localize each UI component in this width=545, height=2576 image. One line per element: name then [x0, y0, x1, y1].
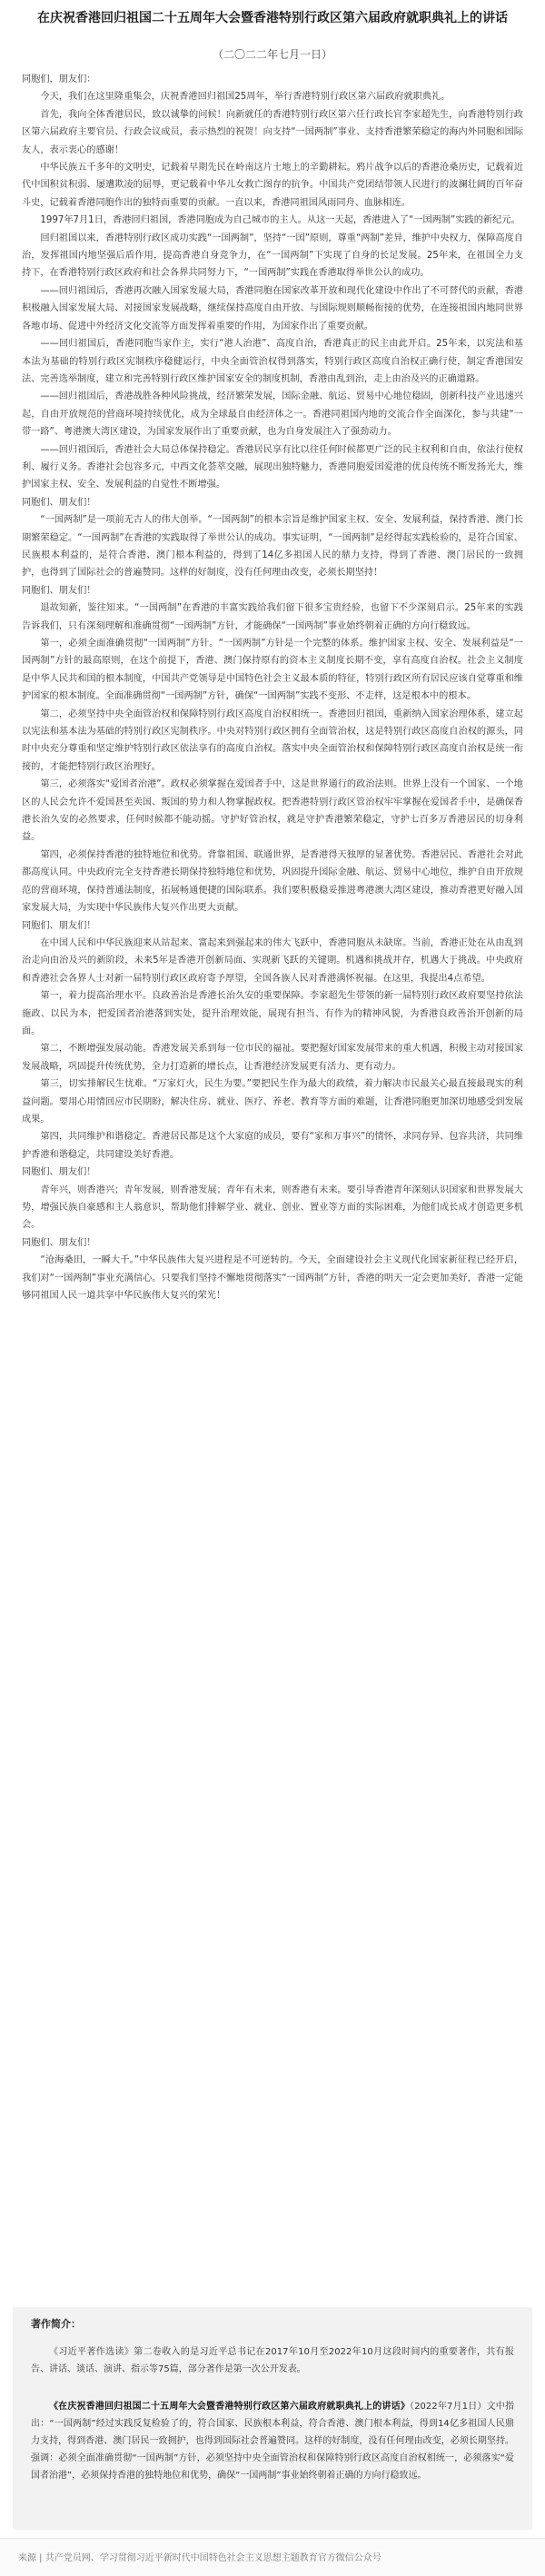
about-entry-body: （2022年7月1日）文中指出：“一国两制”经过实践反复检验了的，符合国家、民族根本利益，符合香港、澳门根本利益，得到14亿多祖国人民鼎力支持，得到香港、澳门居民一致拥护，也得到国际社会普遍赞同。这样的好制度，没有任何理由改变，必须长期坚持。强调：必须全面准确贯彻“一国两制”方针，必须坚持中央全面管治权和保障特别行政区高度自治权相统一，必须落实“爱国者治港”，必须保持香港的独特地位和优势，确保“一国两制”事业始终朝着正确的方向行稳致远。 — [31, 2402, 514, 2481]
source-footer — [0, 2538, 545, 2576]
speech-paragraph: 第四，共同维护和谐稳定。香港居民都是这个大家庭的成员，要有“家和万事兴”的情怀，求同存异、包容共济，共同维护香港和谐稳定，共同建设美好香港。 — [22, 1132, 523, 1160]
about-intro: 《习近平著作选读》第二卷收入的是习近平总书记在2017年10月至2022年10月这段时间内的重要著作，共有报告、讲话、谈话、演讲、指示等75篇，部分著作是第一次公开发表。 — [31, 2347, 514, 2374]
speech-paragraph: 中华民族五千多年的文明史，记载着早期先民在岭南这片土地上的辛勤耕耘。鸦片战争以后的香港沧桑历史，记载着近代中国积贫积弱、屡遭欺凌的屈辱，更记载着中华儿女救亡图存的抗争。中国共产党团结带领人民进行的波澜壮阔的百年奋斗史，记载着香港同胞作出的独特而重要的贡献。一直以来，香港同祖国风雨同舟、血脉相连。 — [22, 163, 523, 208]
speech-paragraph: 第一，着力提高治理水平。良政善治是香港长治久安的重要保障。李家超先生带领的新一届特别行政区政府要坚持依法施政、以民为本，把爱国者治港落到实处，提升治理效能，展现有担当、有作为的精神风貌，为香港良政善治开创新的局面。 — [22, 991, 523, 1036]
speech-paragraph: 同胞们、朋友们！ — [22, 585, 96, 596]
speech-paragraph: 青年兴，则香港兴；青年发展，则香港发展；青年有未来，则香港有未来。要引导香港青年深刻认识国家和世界发展大势，增强民族自豪感和主人翁意识，帮助他们排解学业、就业、创业、置业等方面的实际困难，为他们成长成才创造更多机会。 — [22, 1184, 523, 1231]
document-title: 在庆祝香港回归祖国二十五周年大会暨香港特别行政区第六届政府就职典礼上的讲话 — [37, 11, 508, 25]
speech-paragraph: 同胞们、朋友们！ — [22, 1237, 96, 1248]
speech-paragraph: 首先，我向全体香港居民，致以诚挚的问候！向新就任的香港特别行政区第六任行政长官李家超先生，向香港特别行政区第六届政府主要官员、行政会议成员，表示热烈的祝贺！向支持“一国两制”事业、支持香港繁荣稳定的海内外同胞和国际友人，表示衷心的感谢！ — [22, 109, 523, 155]
speech-paragraph: 同胞们、朋友们！ — [22, 920, 96, 931]
speech-paragraph: ——回归祖国后，香港社会大局总体保持稳定。香港居民享有比以往任何时候都更广泛的民主权利和自由，依法行使权利、履行义务。香港社会包容多元，中西文化荟萃交融，展现出独特魅力，香港同胞爱国爱港的优良传统不断发扬光大，维护国家主权、安全、发展利益的自觉性不断增强。 — [22, 444, 523, 490]
speech-paragraph: 第二，必须坚持中央全面管治权和保障特别行政区高度自治权相统一。香港回归祖国，重新纳入国家治理体系，建立起以宪法和基本法为基础的特别行政区宪制秩序。中央对特别行政区拥有全面管治权，这是特别行政区高度自治权的源头，同时中央充分尊重和坚定维护特别行政区依法享有的高度自治权。落实中央全面管治权和保障特别行政区高度自治权是统一衔接的，才能把特别行政区治理好。 — [22, 708, 523, 772]
speech-paragraph: “一国两制”是一项前无古人的伟大创举。“一国两制”的根本宗旨是维护国家主权、安全、发展利益，保持香港、澳门长期繁荣稳定。“一国两制”在香港的实践取得了举世公认的成功。事实证明，“一国两制”是经得起实践检验的，是符合国家、民族根本利益的，是符合香港、澳门根本利益的，得到了14亿多祖国人民的鼎力支持，得到了香港、澳门居民的一致拥护，也得到了国际社会的普遍赞同。这样的好制度，没有任何理由改变，必须长期坚持！ — [22, 515, 523, 579]
speech-paragraph: 同胞们、朋友们！ — [22, 497, 96, 508]
about-heading: 著作简介： — [31, 2318, 81, 2330]
speech-paragraph: 回归祖国以来，香港特别行政区成功实践“一国两制”，坚持“一国”原则，尊重“两制”差异，维护中央权力，保障高度自治，发挥祖国内地坚强后盾作用，提高香港自身竞争力，在“一国两制”下实现了自身的长足发展。25年来，在祖国全力支持下，在香港特别行政区政府和社会各界共同努力下，“一国两制”实践在香港取得举世公认的成功。 — [22, 233, 523, 279]
document-date: （二〇二二年七月一日） — [212, 48, 332, 61]
speech-paragraph: ——回归祖国后，香港再次融入国家发展大局，香港同胞在国家改革开放和现代化建设中作出了不可替代的贡献，香港积极融入国家发展大局、对接国家发展战略，继续保持高度自由开放、与国际规则顺畅衔接的优势，在连接祖国内地同世界各地市场、促进中外经济文化交流等方面发挥着重要的作用，为国家作出了重要贡献。 — [22, 285, 523, 332]
speech-body — [22, 71, 523, 2242]
about-entry — [31, 2398, 514, 2484]
speech-paragraph: 在中国人民和中华民族迎来从站起来、富起来到强起来的伟大飞跃中，香港同胞从未缺席。当前，香港正处在从由乱到治走向由治及兴的新阶段，未来5年是香港开创新局面、实现新飞跃的关键期。机遇和挑战并存，机遇大于挑战。中央政府和香港社会各界人士对新一届特别行政区政府寄予厚望，全国各族人民对香港满怀祝福。在这里，我提出4点希望。 — [22, 937, 523, 984]
speech-paragraph: “沧海桑田，一瞬大千。”中华民族伟大复兴进程是不可逆转的。今天，全面建设社会主义现代化国家新征程已经开启，我们对“一国两制”事业充满信心。只要我们坚持不懈地贯彻落实“一国两制”方针，香港的明天一定会更加美好，香港一定能够同祖国人民一道共享中华民族伟大复兴的荣光！ — [22, 1255, 523, 1302]
speech-paragraph: ——回归祖国后，香港同胞当家作主，实行“港人治港”、高度自治，香港真正的民主由此开启。25年来，以宪法和基本法为基础的特别行政区宪制秩序稳健运行，中央全面管治权得到落实，特别行政区高度自治权正确行使，制定香港国安法、完善选举制度，建立和完善特别行政区维护国家安全的制度机制，香港由乱到治，走上由治及兴的正确道路。 — [22, 339, 523, 384]
speech-paragraph: 第一，必须全面准确贯彻“一国两制”方针。“一国两制”方针是一个完整的体系。维护国家主权、安全、发展利益是“一国两制”方针的最高原则，在这个前提下，香港、澳门保持原有的资本主义制度长期不变，享有高度自治权。社会主义制度是中华人民共和国的根本制度，中国共产党领导是中国特色社会主义最本质的特征，特别行政区所有居民应该自觉尊重和维护国家的根本制度。全面准确贯彻“一国两制”方针，确保“一国两制”实践不变形、不走样，这是根本中的根本。 — [22, 639, 523, 702]
speech-paragraph: 今天，我们在这里隆重集会，庆祝香港回归祖国25周年，举行香港特别行政区第六届政府就职典礼。 — [40, 92, 451, 103]
speech-paragraph: 第三，切实排解民生忧难。“万家灯火，民生为要。”要把民生作为最大的政绩，着力解决市民最关心最直接最现实的利益问题。要用心用情回应市民期盼，解决住房、就业、医疗、养老、教育等方面的难题，让香港同胞更加深切地感受到发展成果。 — [22, 1079, 523, 1125]
source-text: 来源 | 共产党员网、学习贯彻习近平新时代中国特色社会主义思想主题教育官方微信公众号 — [18, 2553, 382, 2563]
speech-paragraph: 同胞们、朋友们！ — [22, 1167, 96, 1178]
speech-paragraph: 第三，必须落实“爱国者治港”。政权必须掌握在爱国者手中，这是世界通行的政治法则。世界上没有一个国家、一个地区的人民会允许不爱国甚至卖国、叛国的势力和人物掌握政权。把香港特别行政区管治权牢牢掌握在爱国者手中，是确保香港长治久安的必然要求，任何时候都不能动摇。守护好管治权，就是守护香港繁荣稳定，守护七百多万香港居民的切身利益。 — [22, 779, 523, 843]
speech-paragraph: 第二，不断增强发展动能。香港发展关系到每一位市民的福祉。要把握好国家发展带来的重大机遇，积极主动对接国家发展战略，巩固提升传统优势，全力打造新的增长点，让香港经济发展更有活力、更有动力。 — [22, 1044, 523, 1072]
speech-paragraph: ——回归祖国后，香港战胜各种风险挑战，经济繁荣发展，国际金融、航运、贸易中心地位稳固，创新科技产业迅速兴起，自由开放规范的营商环境持续优化，成为全球最自由经济体之一。香港同祖国内地的交流合作全面深化，参与共建“一带一路”、粤港澳大湾区建设，为国家发展作出了重要贡献，也为自身发展注入了强劲动力。 — [22, 391, 523, 438]
about-entry-title: 《在庆祝香港回归祖国二十五周年大会暨香港特别行政区第六届政府就职典礼上的讲话》 — [49, 2402, 411, 2412]
speech-paragraph: 退故知新，鉴往知来。“一国两制”在香港的丰富实践给我们留下很多宝贵经验，也留下不少深刻启示。25年来的实践告诉我们，只有深刻理解和准确贯彻“一国两制”方针，才能确保“一国两制”事业始终朝着正确的方向行稳致远。 — [22, 603, 523, 631]
about-panel — [13, 2307, 532, 2530]
speech-paragraph: 同胞们，朋友们： — [22, 74, 96, 84]
speech-paragraph: 1997年7月1日，香港回归祖国，香港同胞成为自己城市的主人。从这一天起，香港进入了“一国两制”实践的新纪元。 — [40, 215, 520, 226]
speech-paragraph: 第四，必须保持香港的独特地位和优势。背靠祖国、联通世界，是香港得天独厚的显著优势。香港居民、香港社会对此都高度认同。中央政府完全支持香港长期保持独特地位和优势，巩固提升国际金融、航运、贸易中心地位，维护自由开放规范的营商环境，保持普通法制度，拓展畅通便捷的国际联系。我们要积极稳妥推进粤港澳大湾区建设，推动香港更好融入国家发展大局，为实现中华民族伟大复兴作出更大贡献。 — [22, 849, 523, 914]
